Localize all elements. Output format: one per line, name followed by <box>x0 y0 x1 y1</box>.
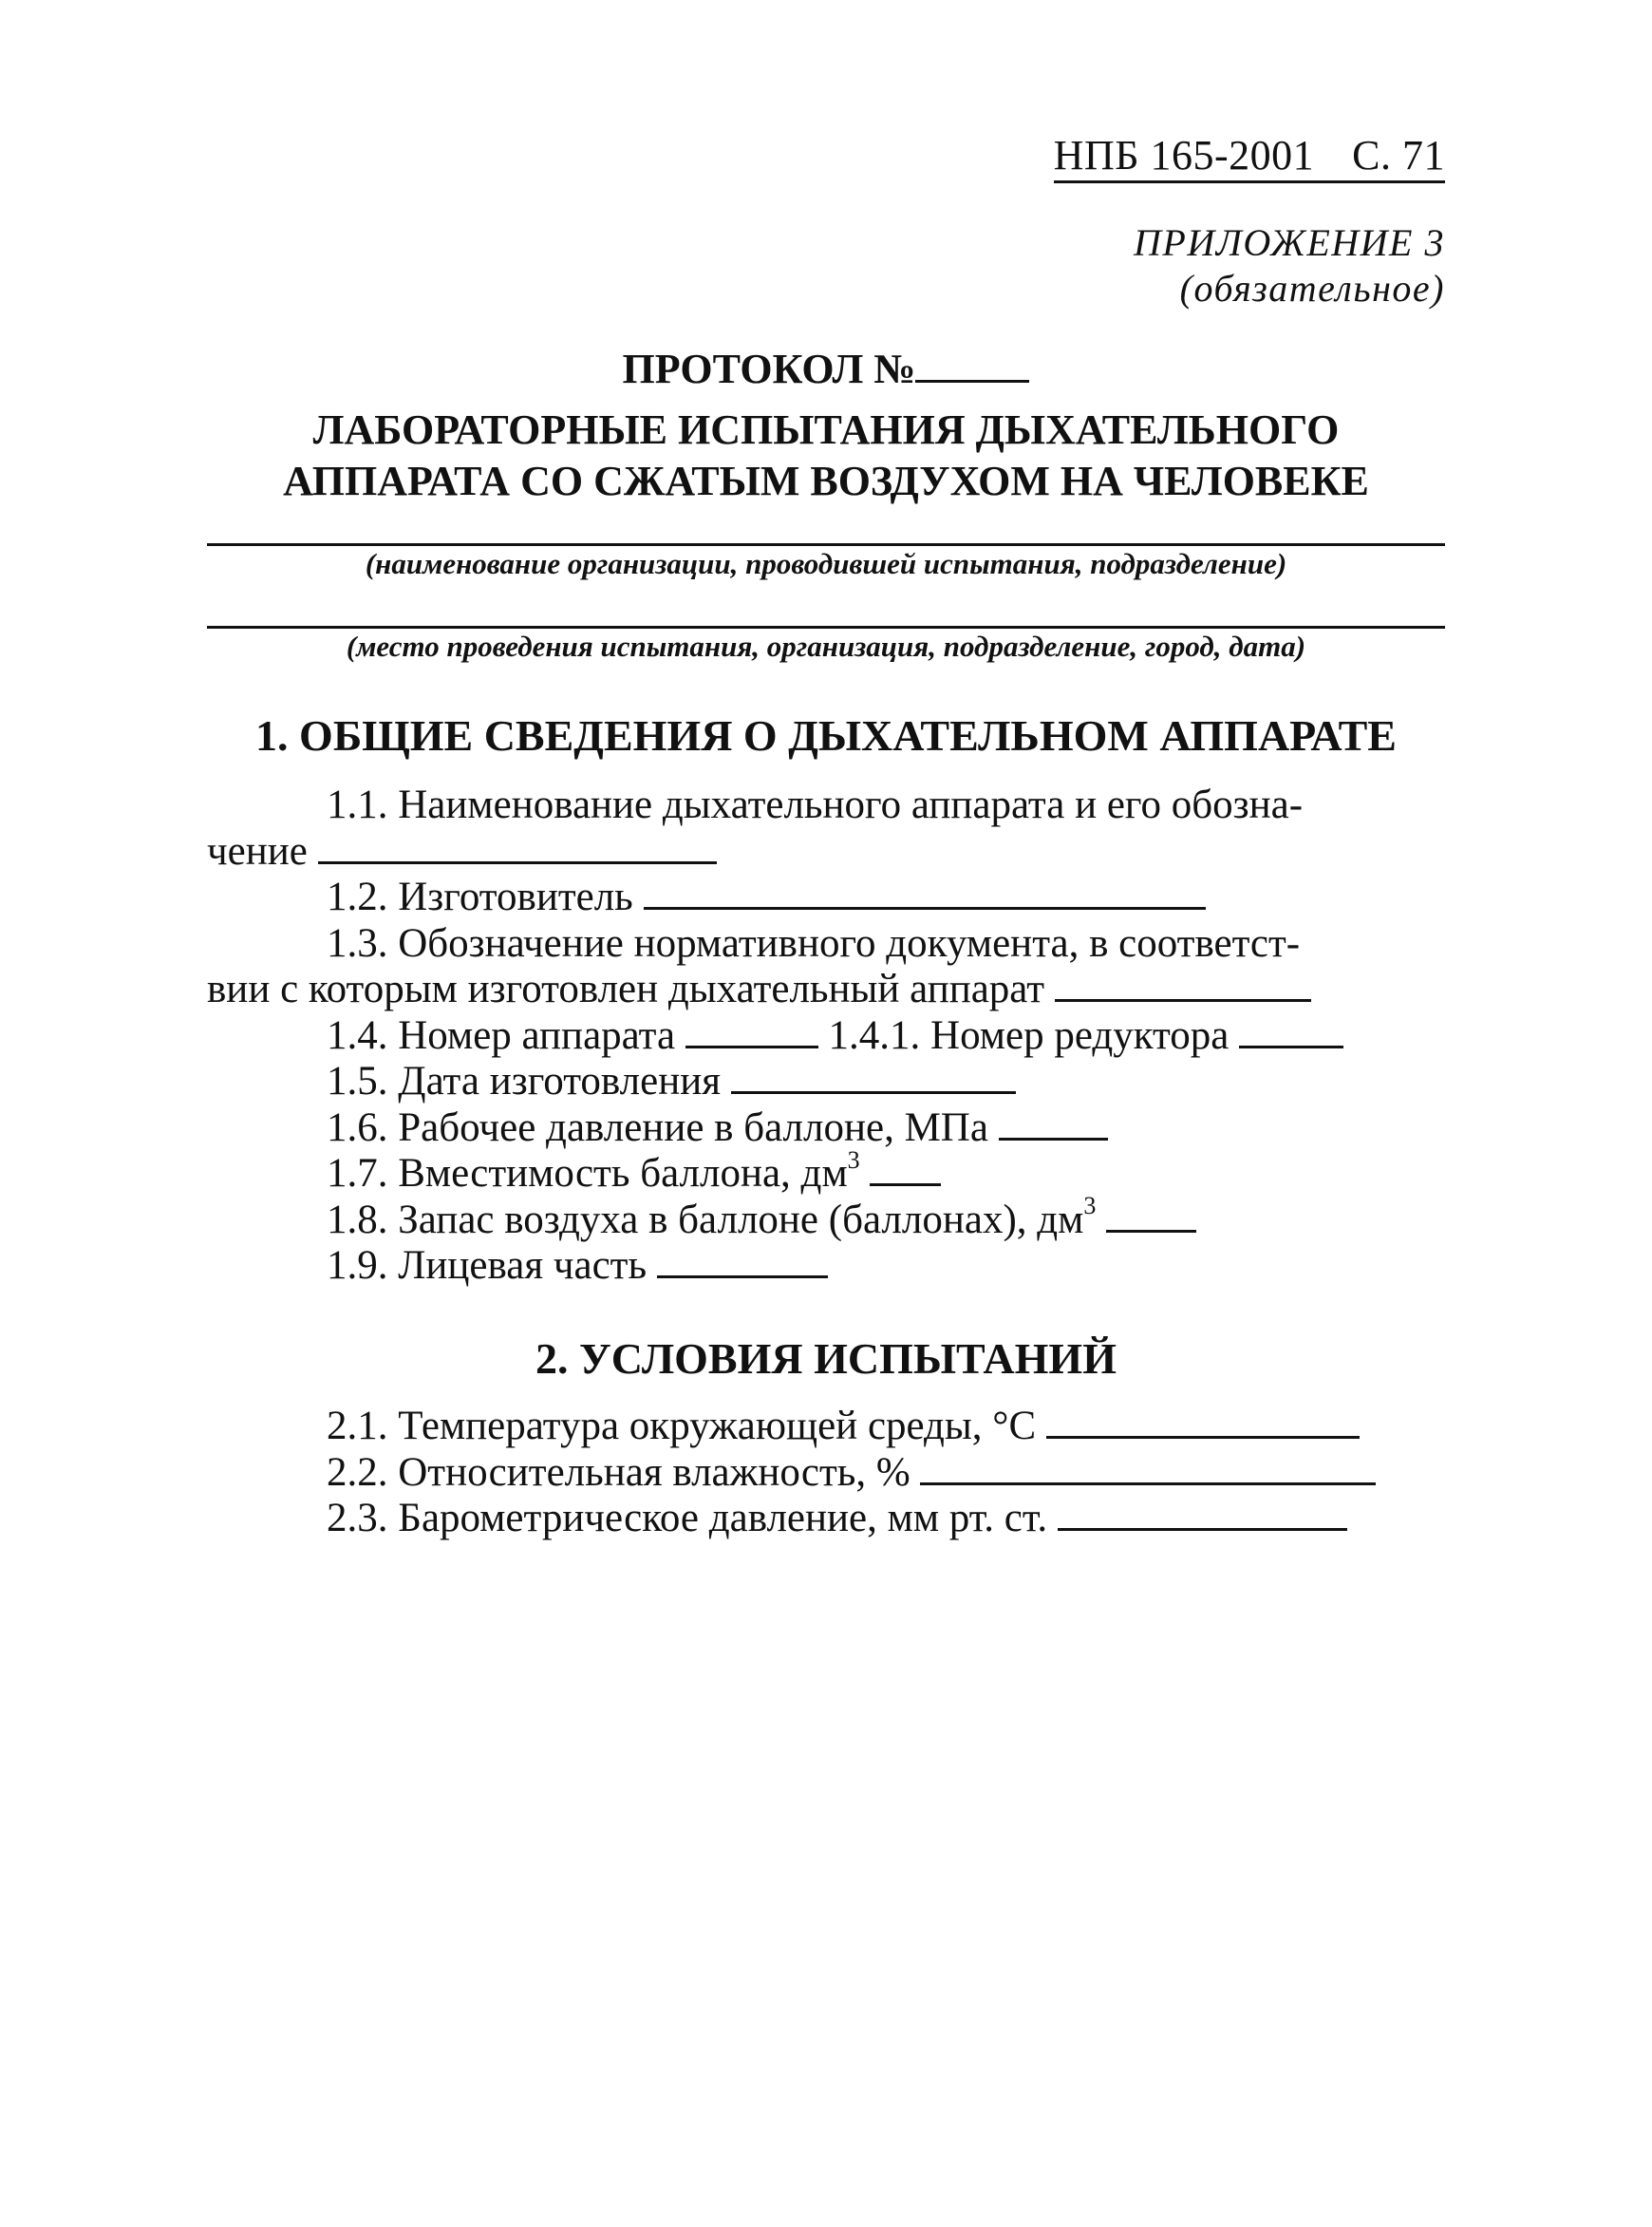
item-1-7-text: 1.7. Вместимость баллона, дм <box>327 1151 848 1196</box>
item-1-4-1-blank[interactable] <box>1239 1013 1343 1048</box>
item-1-3 <box>207 921 1445 968</box>
item-2-3 <box>207 1496 1445 1542</box>
item-1-4-1-text: 1.4.1. Номер редуктора <box>828 1012 1230 1058</box>
item-1-8 <box>207 1192 1445 1244</box>
place-caption: (место проведения испытания, организация, подразделение, город, дата) <box>346 630 1306 663</box>
item-2-3-text: 2.3. Барометрическое давление, мм рт. ст. <box>327 1496 1048 1540</box>
item-1-3-text: 1.3. Обозначение нормативного документа, в соответст- <box>327 920 1301 966</box>
item-1-3-cont <box>207 967 1445 1013</box>
item-1-6 <box>207 1105 1445 1152</box>
appendix-title: ПРИЛОЖЕНИЕ 3 <box>1134 221 1445 264</box>
section-2-items <box>207 1404 1445 1542</box>
item-1-9 <box>207 1243 1445 1290</box>
item-1-5-blank[interactable] <box>731 1059 1016 1094</box>
item-1-8-blank[interactable] <box>1106 1198 1196 1233</box>
item-2-2-text: 2.2. Относительная влажность, % <box>327 1449 910 1495</box>
item-1-4 <box>207 1013 1445 1060</box>
item-1-3-text-cont: вии с которым изготовлен дыхательный аппарат <box>207 967 1045 1011</box>
item-1-7 <box>207 1145 1445 1198</box>
standard-code: НПБ 165-2001 <box>1053 132 1315 179</box>
item-1-2-blank[interactable] <box>644 875 1206 910</box>
place-blank-line[interactable] <box>207 626 1445 629</box>
item-1-1 <box>207 783 1445 829</box>
protocol-number-line <box>207 344 1445 395</box>
item-1-9-blank[interactable] <box>657 1243 828 1278</box>
item-2-1 <box>207 1404 1445 1450</box>
item-1-4-blank[interactable] <box>685 1013 818 1048</box>
item-2-1-text: 2.1. Температура окружающей среды, °С <box>327 1404 1037 1448</box>
protocol-label: ПРОТОКОЛ № <box>622 346 916 392</box>
item-1-6-blank[interactable] <box>999 1105 1108 1141</box>
section-1-items <box>207 783 1445 1290</box>
item-1-7-blank[interactable] <box>870 1151 941 1186</box>
protocol-title <box>207 344 1445 507</box>
item-1-6-text: 1.6. Рабочее давление в баллоне, МПа <box>327 1104 988 1150</box>
item-1-5-text: 1.5. Дата изготовления <box>327 1059 722 1104</box>
item-1-1-blank[interactable] <box>318 829 717 864</box>
item-1-5 <box>207 1059 1445 1105</box>
item-1-3-blank[interactable] <box>1055 967 1311 1002</box>
item-1-9-text: 1.9. Лицевая часть <box>327 1243 648 1288</box>
section-1-heading: 1. ОБЩИЕ СВЕДЕНИЯ О ДЫХАТЕЛЬНОМ АППАРАТЕ <box>255 711 1397 760</box>
item-1-8-text: 1.8. Запас воздуха в баллоне (баллонах), дм <box>327 1197 1084 1242</box>
item-1-2-text: 1.2. Изготовитель <box>327 875 633 919</box>
title-line-2: АППАРАТА СО СЖАТЫМ ВОЗДУХОМ НА ЧЕЛОВЕКЕ <box>283 458 1369 504</box>
item-2-1-blank[interactable] <box>1046 1404 1360 1439</box>
organization-caption: (наименование организации, проводившей испытания, подразделение) <box>365 547 1287 580</box>
document-code-header <box>1054 133 1445 183</box>
organization-blank-line[interactable] <box>207 543 1445 546</box>
item-2-3-blank[interactable] <box>1058 1496 1347 1531</box>
page-number: С. 71 <box>1352 132 1445 179</box>
item-1-1-text: 1.1. Наименование дыхательного аппарата и его обозна- <box>327 783 1304 827</box>
item-2-2 <box>207 1450 1445 1497</box>
cubic-superscript: 3 <box>1083 1192 1097 1220</box>
item-1-2 <box>207 875 1445 921</box>
item-1-1-cont <box>207 829 1445 876</box>
cubic-superscript: 3 <box>847 1145 860 1174</box>
appendix-label <box>1134 220 1445 311</box>
appendix-note: (обязательное) <box>1179 267 1445 310</box>
protocol-number-blank[interactable] <box>915 344 1029 383</box>
section-2-heading: 2. УСЛОВИЯ ИСПЫТАНИЙ <box>535 1334 1117 1383</box>
item-1-4-text: 1.4. Номер аппарата <box>327 1012 676 1058</box>
item-2-2-blank[interactable] <box>920 1450 1376 1485</box>
title-line-1: ЛАБОРАТОРНЫЕ ИСПЫТАНИЯ ДЫХАТЕЛЬНОГО <box>312 406 1340 453</box>
item-1-1-text-cont: чение <box>207 828 308 874</box>
